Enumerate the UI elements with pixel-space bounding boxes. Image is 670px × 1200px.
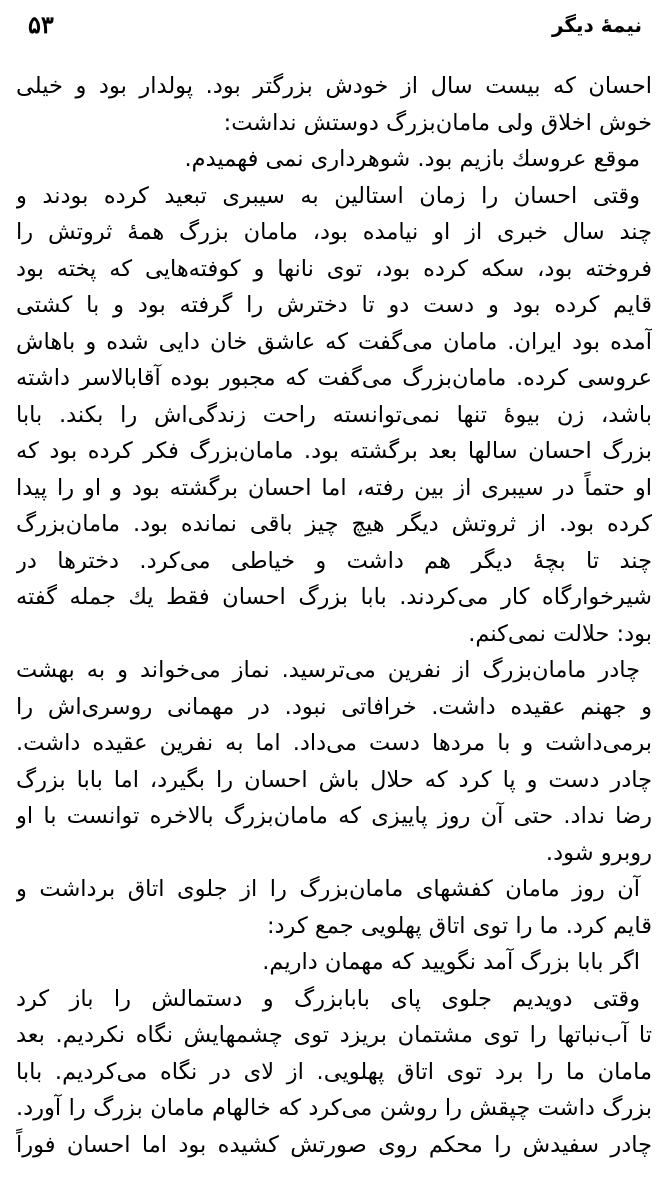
text-line: احسان که بیست سال از خودش بزرگتر بود. پولدار بود و خیلی [16, 73, 652, 99]
text-line: چند تا بچهٔ دیگر هم داشت و خیاطی می‌کرد. دخترها در [16, 547, 652, 574]
text-line: باشد، زن بیوهٔ تنها نمی‌توانسته راحت زندگی‌اش را بکند. بابا [16, 401, 652, 428]
text-line: بزرگ احسان سالها بعد برگشته بود. ماما‌ن‌بزرگ فکر کرده بود که [16, 438, 652, 464]
text-line: آن روز مامان کفشهای ماما‌ن‌بزرگ را از جلوی اتاق برداشت و [16, 876, 640, 902]
text-line: کرده بود. از ثروتش دیگر هیچ چیز باقی نمانده بود. ماما‌ن‌بزرگ [16, 511, 652, 537]
text-line: چند سال خبری از او نیامده بود، ماما‌ن بزرگ همهٔ ثروتش را [16, 219, 652, 245]
text-line: شیرخوارگاه کار می‌کردند. بابا بزرگ احسان فقط یك جمله گفته [16, 584, 652, 610]
text-line: تا آب‌نباتها را توی مشتمان بریزد توی چشمهایش نگاه نکردیم. بعد [16, 1022, 652, 1048]
text-line: وقتی دویدیم جلوی پای بابابزرگ و دستمالش را باز کرد [16, 985, 640, 1012]
text-line: بود: حلالت نمی‌کنم. [468, 620, 652, 647]
page-header [28, 10, 642, 44]
text-line: قایم کرد. ما را توی اتاق پهلویی جمع کرد: [266, 912, 652, 939]
text-line: عروسی کرده. ماما‌ن‌بزرگ می‌گفت که مجبور بوده آقابالاسر داشته [16, 365, 652, 391]
text-line: آمده بود ایران. مامان می‌گفت که عاشق خان دایی شده و باهاش [16, 328, 652, 355]
running-title: نیمهٔ دیگر [551, 13, 642, 37]
text-line: چادر ماما‌ن‌بزرگ از نفرین می‌ترسید. نماز می‌خواند و به بهشت [16, 657, 640, 683]
text-line: روبرو شود. [545, 839, 652, 866]
text-line: فروخته بود، سکه کرده بود، توی نانها و کوفته‌هایی که پخته بود [16, 255, 652, 282]
text-line: برمی‌داشت و با مردها دست می‌داد. اما به نفرین عقیده داشت. [16, 730, 652, 756]
text-line: مامان ما را برد توی اتاق پهلویی. از لای در نگاه می‌کردیم. بابا [16, 1058, 652, 1085]
text-line: موقع عروسك بازیم بود. شوهرداری نمی فهمیدم. [184, 146, 640, 172]
text-line: اگر بابا بزرگ آمد نگویید که مهمان داریم. [262, 949, 640, 975]
text-line: و جهنم عقیده داشت. خرافاتی نبود. در مهمانی روسری‌اش را [16, 693, 652, 720]
text-line: بزرگ داشت چپقش را روشن می‌کرد که خالهام ماما‌ن بزرگ را آورد. [16, 1095, 652, 1121]
page-number: ۵۳ [28, 10, 54, 39]
page-body-text [16, 68, 652, 1163]
text-line: چادر دست و پا کرد که حلال باش احسان را بگیرد، اما بابا بزرگ [16, 766, 652, 793]
text-line: خوش اخلاق ولی ماما‌ن‌بزرگ دوستش نداشت: [223, 109, 652, 136]
text-line: رضا نداد. حتی آن روز پاییزی که ماما‌ن‌بزرگ بالاخره توانست با او [16, 803, 652, 829]
text-line: او حتماً در سیبری از بین رفته، اما احسان برگشته بود و او را پیدا [16, 474, 652, 501]
text-line: وقتی احسان را زمان استالین به سیبری تبعید کرده بودند و [16, 182, 640, 209]
text-line: قایم کرده بود و دست دو تا دخترش را گرفته بود و با کشتی [16, 292, 652, 318]
text-line: چادر سفیدش را محکم روی صورتش کشیده بود اما احسان فوراً [16, 1131, 652, 1158]
